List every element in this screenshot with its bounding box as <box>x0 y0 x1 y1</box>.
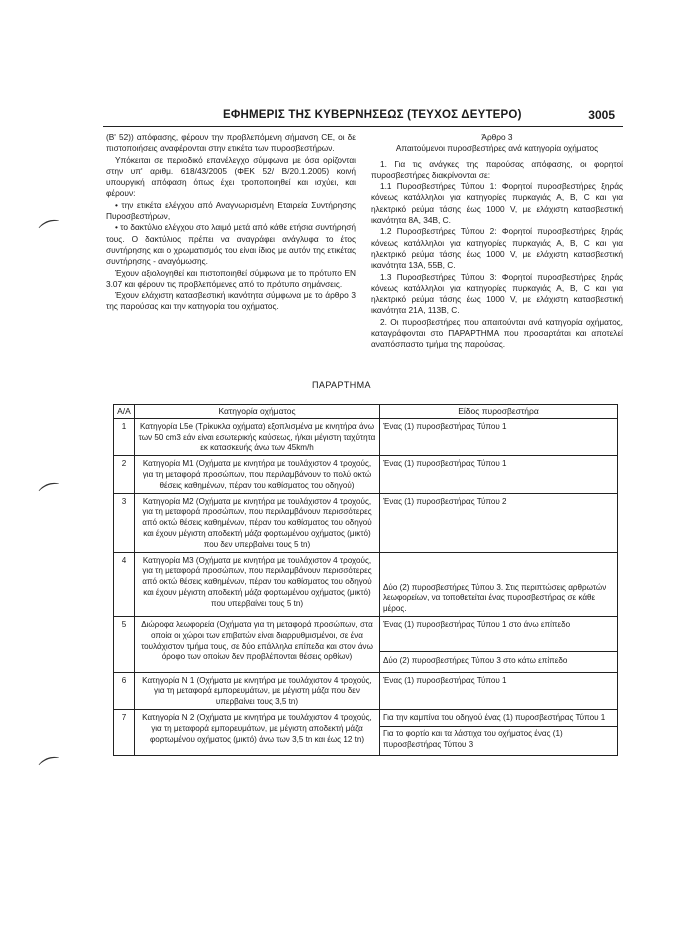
extinguisher-type: Ένας (1) πυροσβεστήρας Τύπου 1 <box>380 672 618 709</box>
article-title: Άρθρο 3 <box>481 132 513 142</box>
extinguisher-type: Δύο (2) πυροσβεστήρες Τύπου 3 στο κάτω επίπεδο <box>383 655 568 665</box>
row-number: 1 <box>114 418 135 455</box>
article-subtitle: Απαιτούμενοι πυροσβεστήρες ανά κατηγορία οχήματος <box>395 143 599 154</box>
extinguisher-type: Ένας (1) πυροσβεστήρας Τύπου 1 <box>380 456 618 493</box>
table-row <box>114 616 618 672</box>
left-paragraph: Έχουν αξιολογηθεί και πιστοποιηθεί σύμφωνα με το πρότυπο EN 3.07 και φέρουν τις προβλεπόμενες από το πρότυπο σημάνσεις. <box>106 267 356 289</box>
right-paragraph: 1.3 Πυροσβεστήρες Τύπου 3: Φορητοί πυροσβεστήρες ξηράς κόνεως κατάλληλοι για κατηγορίες πυρκαγιάς Α, Β, C και για ηλεκτρικό ρεύμα τάσης έως 1000 V, με ελάχιστη κατασβεστική ικανότητα 21Α, 113Β, C. <box>371 271 623 316</box>
two-column-text <box>103 132 623 372</box>
extinguisher-type: Ένας (1) πυροσβεστήρας Τύπου 2 <box>380 493 618 552</box>
page-header <box>103 108 623 127</box>
right-paragraph: 1.1 Πυροσβεστήρες Τύπου 1: Φορητοί πυροσβεστήρες ξηράς κόνεως κατάλληλοι για κατηγορίες πυρκαγιάς Α, Β, C και για ηλεκτρικό ρεύμα τάσης έως 1000 V, με ελάχιστη κατασβεστική ικανότητα 8Α, 34Β, C. <box>371 181 623 226</box>
row-number: 2 <box>114 456 135 493</box>
gazette-title: ΕΦΗΜΕΡΙΣ ΤΗΣ ΚΥΒΕΡΝΗΣΕΩΣ (ΤΕΥΧΟΣ ΔΕΥΤΕΡΟ) <box>223 109 522 121</box>
vehicle-category: Κατηγορία Μ3 (Οχήματα με κινητήρα με τουλάχιστον 4 τροχούς, για τη μεταφορά προσώπων, που περιλαμβάνουν περισσότερες από οκτώ θέσεις καθημένων, πέραν του καθίσματος του οδηγού και έχουν μέγιστη αποδεκτή μάζα φορτωμένου οχήματος (μικτό) που υπερβαίνει τους 5 tn) <box>135 552 380 616</box>
header-extinguisher: Είδος πυροσβεστήρα <box>380 405 618 419</box>
row-number: 4 <box>114 552 135 616</box>
extinguisher-type: Για την καμπίνα του οδηγού ένας (1) πυροσβεστήρας Τύπου 1 <box>380 713 617 727</box>
vehicle-category: Κατηγορία Μ1 (Οχήματα με κινητήρα με τουλάχιστον 4 τροχούς, για τη μεταφορά προσώπων, που περιλαμβάνουν το πολύ οκτώ θέσεις καθημένων, πέραν του καθίσματος του οδηγού) <box>135 456 380 493</box>
left-paragraph: (Β' 52)) απόφασης, φέρουν την προβλεπόμενη σήμανση CE, οι δε πιστοποιήσεις αναφέρονται στην ετικέτα των πυροσβεστήρων. <box>106 132 356 154</box>
left-column <box>106 132 356 313</box>
margin-mark-top: ⌒ <box>36 215 66 247</box>
row-number: 6 <box>114 672 135 709</box>
vehicle-category: Κατηγορία L5e (Τρίκυκλα οχήματα) εξοπλισμένα με κινητήρα άνω των 50 cm3 εάν είναι εσωτερικής καύσεως, ή/και μέγιστη ταχύτητα εκ κατασκευής άνω των 45km/h <box>135 418 380 455</box>
row-number: 3 <box>114 493 135 552</box>
header-category: Κατηγορία οχήματος <box>135 405 380 419</box>
table-row <box>114 672 618 709</box>
page-number: 3005 <box>588 108 615 122</box>
table-row <box>114 493 618 552</box>
table-row <box>114 709 618 755</box>
table-header-row <box>114 405 618 419</box>
extinguisher-type: Ένας (1) πυροσβεστήρας Τύπου 1 <box>380 418 618 455</box>
margin-mark-middle: ⌒ <box>36 478 66 510</box>
extinguisher-type: Δύο (2) πυροσβεστήρες Τύπου 3. Στις περιπτώσεις αρθρωτών λεωφορείων, να τοποθετείται ένας πυροσβεστήρας σε κάθε μέρος. <box>380 552 618 616</box>
right-paragraph: 1.2 Πυροσβεστήρες Τύπου 2: Φορητοί πυροσβεστήρες ξηράς κόνεως κατάλληλοι για κατηγορίες πυρκαγιάς Α, Β, C και για ηλεκτρικό ρεύμα τάσης έως 1000 V, με ελάχιστη κατασβεστική ικανότητα 13Α, 55Β, C. <box>371 226 623 271</box>
row-number: 7 <box>114 709 135 755</box>
margin-mark-bottom: ⌒ <box>36 752 66 784</box>
extinguisher-cell <box>380 616 618 672</box>
vehicle-category: Κατηγορία Ν 1 (Οχήματα με κινητήρα με τουλάχιστον 4 τροχούς, για τη μεταφορά εμπορευμάτων, με μέγιστη μάζα που δεν υπερβαίνει τους 3,5 tn) <box>135 672 380 709</box>
left-bullet: • την ετικέτα ελέγχου από Αναγνωρισμένη Εταιρεία Συντήρησης Πυροσβεστήρων, <box>106 199 356 222</box>
vehicle-category: Κατηγορία Ν 2 (Οχήματα με κινητήρα με τουλάχιστον 4 τροχούς, για τη μεταφορά εμπορευμάτων, με μέγιστη αποδεκτή μάζα φορτωμένου οχήματος (μικτό) άνω των 3,5 tn και έως 12 tn) <box>135 709 380 755</box>
table-row <box>114 456 618 493</box>
left-paragraph: Έχουν ελάχιστη κατασβεστική ικανότητα σύμφωνα με το άρθρο 3 της παρούσας και την κατηγορία του οχήματος. <box>106 290 356 312</box>
vehicle-category: Διώροφα λεωφορεία (Οχήματα για τη μεταφορά προσώπων, στα οποία οι χώροι των επιβατών είναι διαρρυθμισμένοι, σε ένα τουλάχιστον τμήμα τους, σε δύο επάλληλα επίπεδα και στον άνω όροφο των οποίων δεν προβλέπονται θέσεις ορθίων) <box>135 616 380 672</box>
annex-table <box>113 404 618 756</box>
annex-title: ΠΑΡΑΡΤΗΜΑ <box>312 380 371 390</box>
extinguisher-type: Για το φορτίο και τα λάστιχα του οχήματος ένας (1) πυροσβεστήρας Τύπου 3 <box>383 728 563 749</box>
right-column <box>371 132 623 351</box>
table-row <box>114 552 618 616</box>
right-paragraph: 2. Οι πυροσβεστήρες που απαιτούνται ανά κατηγορία οχήματος, καταγράφονται στο ΠΑΡΑΡΤΗΜΑ που προσαρτάται και αποτελεί αναπόσπαστο τμήμα της παρούσας. <box>371 316 623 350</box>
left-paragraph: Υπόκειται σε περιοδικό επανέλεγχο σύμφωνα με όσα ορίζονται στην υπ' αριθμ. 618/43/2005 (ΦΕΚ 52/ Β/20.1.2005) κοινή υπουργική απόφαση όπως έχει τροποποιηθεί και ισχύει, και φέρουν: <box>106 154 356 199</box>
vehicle-category: Κατηγορία Μ2 (Οχήματα με κινητήρα με τουλάχιστον 4 τροχούς, για τη μεταφορά προσώπων, που περιλαμβάνουν περισσότερες από οκτώ θέσεις καθημένων, πέραν του καθίσματος του οδηγού και έχουν μέγιστη αποδεκτή μάζα φορτωμένου οχήματος (μικτό) που δεν υπερβαίνει τους 5 tn) <box>135 493 380 552</box>
table-row <box>114 418 618 455</box>
header-no: Α/Α <box>114 405 135 419</box>
left-bullet: • το δακτύλιο ελέγχου στο λαιμό μετά από κάθε ετήσια συντήρησή τους. Ο δακτύλιος πρέπει να αναγράφει ανάγλυφα το έτος συντήρησης και ο χρωματισμός του είναι ίδιος με αυτόν της ετικέτας συντήρησης - αναγόμωσης. <box>106 222 356 267</box>
extinguisher-cell <box>380 709 618 755</box>
right-paragraph: 1. Για τις ανάγκες της παρούσας απόφασης, οι φορητοί πυροσβεστήρες διακρίνονται σε: <box>371 158 623 180</box>
row-number: 5 <box>114 616 135 672</box>
extinguisher-type: Ένας (1) πυροσβεστήρας Τύπου 1 στο άνω επίπεδο <box>380 620 617 652</box>
